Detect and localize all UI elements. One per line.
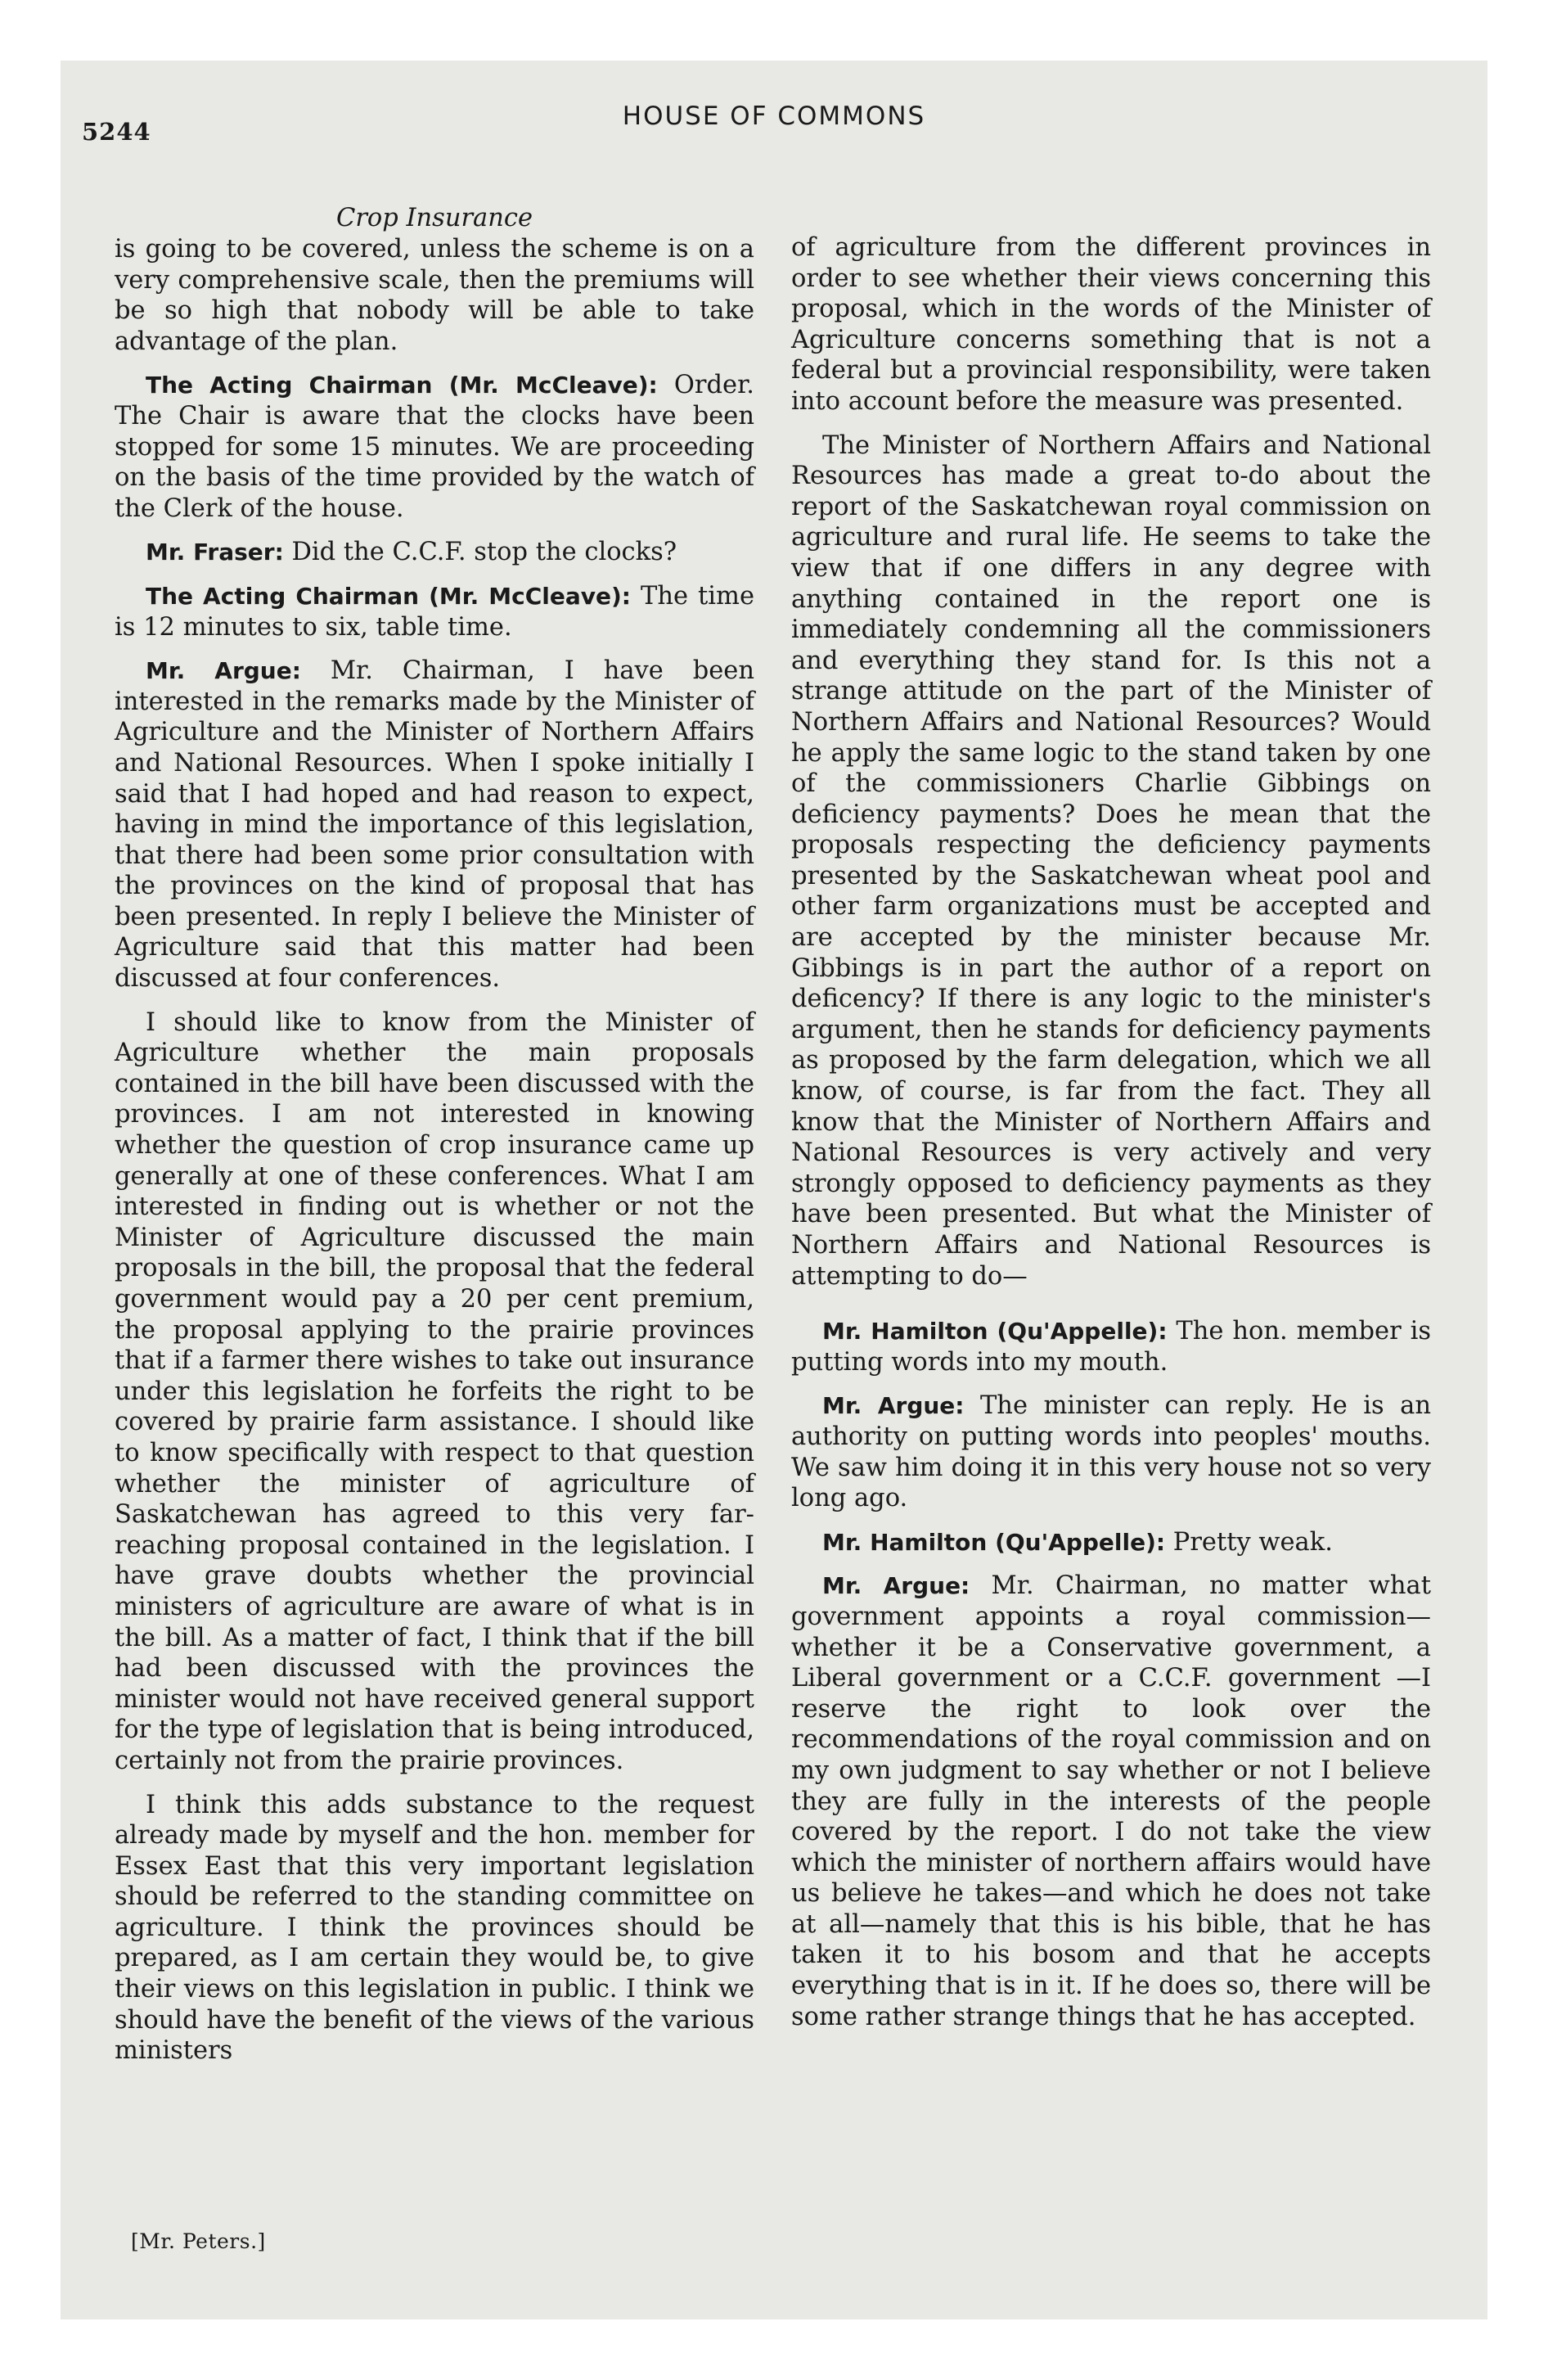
- speaker-attribution: [Mr. Peters.]: [131, 2229, 266, 2253]
- paragraph: [115, 1790, 754, 2067]
- paragraph: [791, 1571, 1431, 2032]
- paragraph-text: Mr. Chairman, no matter what government appoints a royal commission—whether it be a Conservative government, a Liberal government or a C.C.F. government —I reserve the right to look over the recommendations of the royal commission and on my own judgment to say whether or not I believe they are fully in the interests of the people covered by the report. I do not take the view which the minister of northern affairs would have us believe he takes—and which he does not take at all—namely that this is his bible, that he has taken it to his bosom and that he accepts everything that is in it. If he does so, there will be some rather strange things that he has accepted.: [791, 1571, 1432, 2031]
- paragraph-text: I think this adds substance to the request already made by myself and the hon. member for Essex East that this very important legislation should be referred to the standing committee on agriculture. I think the provinces should be prepared, as I am certain they would be, to give their views on this legislation in public. I think we should have the benefit of the views of the various ministers: [115, 1790, 754, 2066]
- paragraph-text: Pretty weak.: [1165, 1527, 1333, 1557]
- page-number: 5244: [82, 118, 151, 146]
- left-column: [115, 203, 754, 2080]
- running-head: HOUSE OF COMMONS: [622, 101, 926, 131]
- speaker-name: Mr. Fraser:: [146, 539, 284, 566]
- paragraph: [791, 1316, 1431, 1377]
- paragraph-text: I should like to know from the Minister of Agriculture whether the main proposals contained in the bill have been discussed with the provinces. I am not interested in knowing whether the question of crop insurance came up generally at one of these conferences. What I am interested in finding out is whether or not the Minister of Agriculture discussed the main proposals in the bill, the proposal that the federal government would pay a 20 per cent premium, the proposal applying to the prairie provinces that if a farmer there wishes to take out insurance under this legislation he forfeits the right to be covered by prairie farm assistance. I should like to know specifically with respect to that question whether the minister of agriculture of Saskatchewan has agreed to this very far-reaching proposal contained in the legislation. I have grave doubts whether the provincial ministers of agriculture are aware of what is in the bill. As a matter of fact, I think that if the bill had been discussed with the provinces the minister would not have received general support for the type of legislation that is being introduced, certainly not from the prairie provinces.: [115, 1007, 754, 1775]
- subject-heading: Crop Insurance: [335, 204, 533, 232]
- paragraph-text: is going to be covered, unless the scheme is on a very comprehensive scale, then the premiums will be so high that nobody will be able to take advantage of the plan.: [115, 235, 754, 356]
- speaker-name: The Acting Chairman (Mr. McCleave):: [146, 582, 632, 610]
- paragraph: [791, 1527, 1431, 1558]
- paragraph-text: of agriculture from the different provinces in order to see whether their views concerning this proposal, which in the words of the Minister of Agriculture concerns something that is not a federal but a provincial responsibility, were taken into account before the measure was presented.: [791, 233, 1431, 416]
- paragraph-text: The Minister of Northern Affairs and National Resources has made a great to-do about the report of the Saskatchewan royal commission on agriculture and rural life. He seems to take the view that if one differs in any degree with anything contained in the report one is immediately condemning all the commissioners and everything they stand for. Is this not a strange attitude on the part of the Minister of Northern Affairs and National Resources? Would he apply the same logic to the stand taken by one of the commissioners Charlie Gibbings on deficiency payments? Does he mean that the proposals respecting the deficiency payments presented by the Saskatchewan wheat pool and other farm organizations must be accepted and are accepted by the minister because Mr. Gibbings is in part the author of a report on deficency? If there is any logic to the minister's argument, then he stands for deficiency payments as proposed by the farm delegation, which we all know, of course, is far from the fact. They all know that the Minister of Northern Affairs and National Resources is very actively and very strongly opposed to deficiency payments as they have been presented. But what the Minister of Northern Affairs and National Resources is attempting to do—: [791, 430, 1431, 1291]
- speaker-name: Mr. Argue:: [822, 1392, 965, 1420]
- paragraph-text: The hon. member is putting words into my mouth.: [791, 1317, 1431, 1377]
- paragraph: [115, 656, 754, 994]
- paragraph: [791, 232, 1431, 417]
- paragraph: [791, 430, 1431, 1292]
- paragraph: [115, 370, 754, 524]
- speaker-name: Mr. Argue:: [822, 1572, 970, 1600]
- speaker-name: The Acting Chairman (Mr. McCleave):: [146, 372, 658, 399]
- paragraph: [115, 581, 754, 642]
- speaker-name: Mr. Hamilton (Qu'Appelle):: [822, 1528, 1166, 1556]
- page-sheet: [61, 61, 1487, 2319]
- paragraph-text: The minister can reply. He is an authority on putting words into peoples' mouths. We saw him doing it in this very house not so very long ago.: [791, 1391, 1431, 1513]
- paragraph-text: Order. The Chair is aware that the clocks have been stopped for some 15 minutes. We are proceeding on the basis of the time provided by the watch of the Clerk of the house.: [115, 371, 754, 523]
- paragraph: [115, 1007, 754, 1777]
- right-column: [791, 232, 1431, 2045]
- paragraph-text: Mr. Chairman, I have been interested in the remarks made by the Minister of Agriculture and the Minister of Northern Affairs and National Resources. When I spoke initially I said that I had hoped and had reason to expect, having in mind the importance of this legislation, that there had been some prior consultation with the provinces on the kind of proposal that has been presented. In reply I believe the Minister of Agriculture said that this matter had been discussed at four conferences.: [115, 656, 754, 994]
- paragraph: [115, 234, 754, 357]
- paragraph: [115, 537, 754, 568]
- speaker-name: Mr. Hamilton (Qu'Appelle):: [822, 1318, 1168, 1346]
- paragraph-text: The time is 12 minutes to six, table time.: [115, 581, 754, 642]
- paragraph: [791, 1391, 1431, 1513]
- speaker-name: Mr. Argue:: [146, 657, 301, 685]
- paragraph-text: Did the C.C.F. stop the clocks?: [283, 538, 677, 567]
